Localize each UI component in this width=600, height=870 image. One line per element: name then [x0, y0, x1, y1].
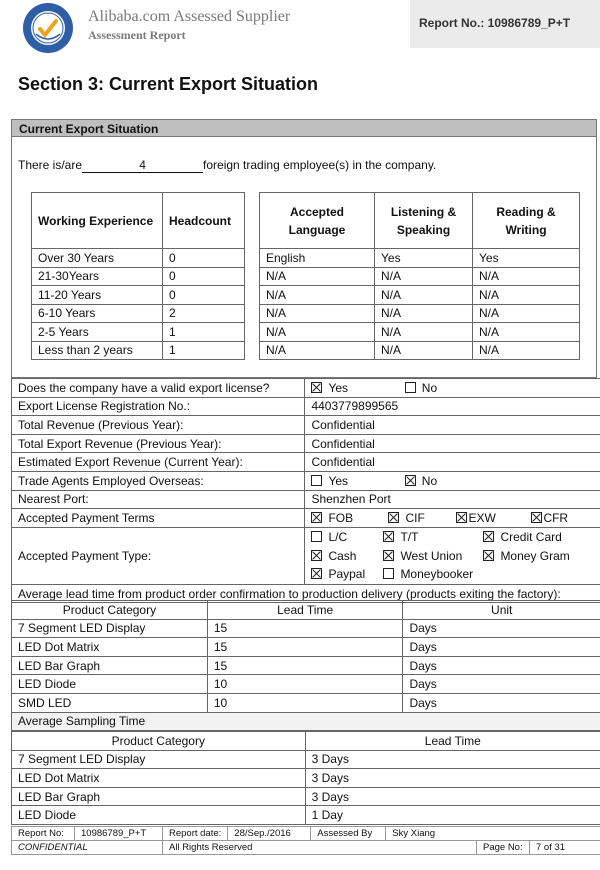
lead-cell: LED Dot Matrix	[12, 638, 208, 657]
exp-cell: 1	[163, 323, 245, 342]
export-license-options	[305, 379, 600, 398]
exp-cell: 21-30Years	[32, 267, 163, 286]
option-label: FOB	[328, 510, 354, 525]
export-license-yes-checkbox[interactable]	[311, 382, 322, 393]
lead-cell: 7 Segment LED Display	[12, 619, 208, 638]
sampling-title: Average Sampling Time	[12, 712, 600, 731]
moneybooker-checkbox[interactable]	[383, 568, 394, 579]
table-row	[32, 304, 245, 323]
table-row	[260, 304, 580, 323]
sampling-cell: 1 Day	[305, 806, 600, 825]
sampling-cell: 7 Segment LED Display	[12, 750, 306, 769]
option-label: Credit Card	[500, 530, 562, 544]
footer-report-no-label: Report No:	[12, 827, 75, 841]
option-label: Yes	[328, 380, 349, 395]
report-number-box	[410, 0, 600, 48]
option-label: Money Gram	[500, 548, 570, 563]
exp-cell: 0	[163, 267, 245, 286]
total-export-label: Total Export Revenue (Previous Year):	[12, 434, 305, 453]
exp-cell: 11-20 Years	[32, 286, 163, 305]
trade-agents-options	[305, 471, 600, 490]
lead-cell: LED Diode	[12, 675, 208, 694]
lead-cell: Days	[403, 693, 600, 712]
footer-page-number: 7 of 31	[530, 841, 600, 855]
exp-cell: Over 30 Years	[32, 249, 163, 268]
credit-card-checkbox[interactable]	[483, 531, 494, 542]
table-row	[12, 416, 600, 435]
table-row	[260, 286, 580, 305]
table-row	[12, 787, 600, 806]
table-row	[12, 732, 600, 751]
table-row	[260, 341, 580, 360]
table-row	[12, 509, 600, 528]
lang-cell: Yes	[473, 249, 580, 268]
table-row	[12, 638, 600, 657]
lang-cell: N/A	[375, 286, 473, 305]
payment-terms-label: Accepted Payment Terms	[12, 509, 305, 528]
option-label: CFR	[543, 510, 569, 525]
option-label: EXW	[468, 510, 496, 525]
section-bar-title: Current Export Situation	[19, 122, 159, 136]
sampling-header-category: Product Category	[12, 732, 306, 751]
table-row	[32, 286, 245, 305]
table-row	[12, 453, 600, 472]
trade-agents-label: Trade Agents Employed Overseas:	[12, 471, 305, 490]
fob-checkbox[interactable]	[311, 512, 322, 523]
table-row	[260, 267, 580, 286]
lang-cell: English	[260, 249, 375, 268]
sampling-header-time: Lead Time	[305, 732, 600, 751]
total-revenue-label: Total Revenue (Previous Year):	[12, 416, 305, 435]
payment-type-options	[305, 527, 600, 584]
option-label: No	[421, 380, 438, 395]
experience-table	[31, 192, 245, 360]
total-export-value: Confidential	[305, 434, 600, 453]
section-title: Section 3: Current Export Situation	[18, 74, 319, 94]
table-row	[12, 619, 600, 638]
lead-cell: LED Bar Graph	[12, 656, 208, 675]
export-license-no-checkbox[interactable]	[405, 382, 416, 393]
lead-header-unit: Unit	[403, 601, 600, 620]
lang-cell: N/A	[260, 267, 375, 286]
table-row	[12, 841, 600, 855]
option-label: Cash	[328, 548, 357, 563]
payment-type-label: Accepted Payment Type:	[12, 527, 305, 584]
west-union-checkbox[interactable]	[383, 550, 394, 561]
lang-header-reading: Reading & Writing	[473, 193, 580, 249]
employee-count: 4	[82, 158, 203, 173]
paypal-checkbox[interactable]	[311, 568, 322, 579]
lang-cell: N/A	[260, 323, 375, 342]
trade-agents-no-checkbox[interactable]	[405, 475, 416, 486]
sampling-table	[11, 731, 600, 825]
lead-cell: 15	[207, 656, 403, 675]
option-label: CIF	[405, 510, 425, 525]
table-row	[32, 341, 245, 360]
option-label: No	[421, 473, 438, 488]
lc-checkbox[interactable]	[311, 531, 322, 542]
exp-cell: 2	[163, 304, 245, 323]
table-row	[12, 712, 600, 731]
footer-report-no: 10986789_P+T	[75, 827, 163, 841]
lead-header-category: Product Category	[12, 601, 208, 620]
table-row	[12, 379, 600, 398]
lead-cell: Days	[403, 638, 600, 657]
reg-no-label: Export License Registration No.:	[12, 397, 305, 416]
lead-cell: 10	[207, 675, 403, 694]
tt-checkbox[interactable]	[383, 531, 394, 542]
total-revenue-value: Confidential	[305, 416, 600, 435]
table-row	[12, 434, 600, 453]
trade-agents-yes-checkbox[interactable]	[311, 475, 322, 486]
lang-cell: N/A	[260, 286, 375, 305]
sampling-cell: 3 Days	[305, 750, 600, 769]
exw-checkbox[interactable]	[456, 512, 467, 523]
lang-cell: N/A	[375, 323, 473, 342]
lead-cell: Days	[403, 656, 600, 675]
employee-prefix: There is/are	[18, 158, 83, 172]
table-row	[12, 527, 600, 584]
table-row	[32, 323, 245, 342]
nearest-port-value: Shenzhen Port	[305, 490, 600, 509]
footer-report-date-label: Report date:	[163, 827, 228, 841]
table-row	[32, 267, 245, 286]
nearest-port-label: Nearest Port:	[12, 490, 305, 509]
lang-cell: N/A	[473, 323, 580, 342]
lang-cell: N/A	[260, 341, 375, 360]
employee-suffix: foreign trading employee(s) in the company.	[203, 158, 437, 172]
table-row	[12, 601, 600, 620]
money-gram-checkbox[interactable]	[483, 550, 494, 561]
lead-cell: 15	[207, 619, 403, 638]
exp-cell: 1	[163, 341, 245, 360]
lead-cell: SMD LED	[12, 693, 208, 712]
report-header	[0, 0, 600, 60]
cfr-checkbox[interactable]	[531, 512, 542, 523]
footer-assessed-by: Sky Xiang	[386, 827, 600, 841]
lang-cell: N/A	[473, 304, 580, 323]
exp-header-working: Working Experience	[32, 193, 163, 249]
brand-subtitle: Assessment Report	[88, 28, 186, 42]
table-row	[12, 471, 600, 490]
option-label: L/C	[328, 530, 348, 544]
brand-title: Alibaba.com Assessed Supplier	[88, 8, 291, 25]
option-label: West Union	[400, 548, 463, 563]
lead-cell: 10	[207, 693, 403, 712]
table-row	[260, 249, 580, 268]
lang-cell: N/A	[375, 341, 473, 360]
table-row	[12, 806, 600, 825]
table-row	[12, 397, 600, 416]
lang-cell: Yes	[375, 249, 473, 268]
report-number: Report No.: 10986789_P+T	[419, 16, 571, 30]
reg-no-value: 4403779899565	[305, 397, 600, 416]
footer-assessed-label: Assessed By	[311, 827, 386, 841]
estimated-export-value: Confidential	[305, 453, 600, 472]
cash-checkbox[interactable]	[311, 550, 322, 561]
lang-cell: N/A	[260, 304, 375, 323]
table-row	[12, 769, 600, 788]
footer-report-date: 28/Sep./2016	[228, 827, 311, 841]
language-table	[259, 192, 580, 360]
lang-cell: N/A	[375, 267, 473, 286]
option-label: Paypal	[328, 567, 366, 581]
footer-confidential: CONFIDENTIAL	[12, 841, 163, 855]
exp-cell: 2-5 Years	[32, 323, 163, 342]
sampling-cell: 3 Days	[305, 769, 600, 788]
table-row	[260, 323, 580, 342]
export-license-label: Does the company have a valid export license?	[12, 379, 305, 398]
lang-header-language: Accepted Language	[260, 193, 375, 249]
exp-cell: 0	[163, 286, 245, 305]
lead-cell: Days	[403, 619, 600, 638]
table-row	[12, 675, 600, 694]
employee-statement	[18, 158, 436, 173]
lead-cell: Days	[403, 675, 600, 694]
option-label: T/T	[400, 530, 419, 544]
sampling-cell: LED Bar Graph	[12, 787, 306, 806]
lead-cell: 15	[207, 638, 403, 657]
lang-cell: N/A	[375, 304, 473, 323]
exp-cell: 0	[163, 249, 245, 268]
table-row	[12, 827, 600, 841]
table-row	[12, 693, 600, 712]
table-row	[12, 490, 600, 509]
sampling-cell: 3 Days	[305, 787, 600, 806]
page-footer	[11, 826, 600, 855]
lang-header-listening: Listening & Speaking	[375, 193, 473, 249]
estimated-export-label: Estimated Export Revenue (Current Year):	[12, 453, 305, 472]
footer-page-label: Page No:	[477, 841, 530, 855]
lead-time-title: Average lead time from product order confirmation to production delivery (products exiting the factory):	[12, 584, 600, 603]
lang-cell: N/A	[473, 286, 580, 305]
supplier-assessment-seal-icon	[22, 2, 74, 54]
table-row	[12, 656, 600, 675]
option-label: Moneybooker	[400, 567, 474, 581]
exp-cell: Less than 2 years	[32, 341, 163, 360]
table-row	[12, 750, 600, 769]
table-row	[32, 249, 245, 268]
lang-cell: N/A	[473, 341, 580, 360]
lead-time-table	[11, 600, 600, 731]
lang-cell: N/A	[473, 267, 580, 286]
exp-cell: 6-10 Years	[32, 304, 163, 323]
option-label: Yes	[328, 473, 349, 488]
section-bar	[11, 119, 597, 137]
cif-checkbox[interactable]	[388, 512, 399, 523]
sampling-cell: LED Diode	[12, 806, 306, 825]
sampling-cell: LED Dot Matrix	[12, 769, 306, 788]
lead-header-time: Lead Time	[207, 601, 403, 620]
exp-header-headcount: Headcount	[163, 193, 245, 249]
footer-rights: All Rights Reserved	[163, 841, 477, 855]
export-info-table	[11, 378, 600, 603]
payment-terms-options	[305, 509, 600, 528]
